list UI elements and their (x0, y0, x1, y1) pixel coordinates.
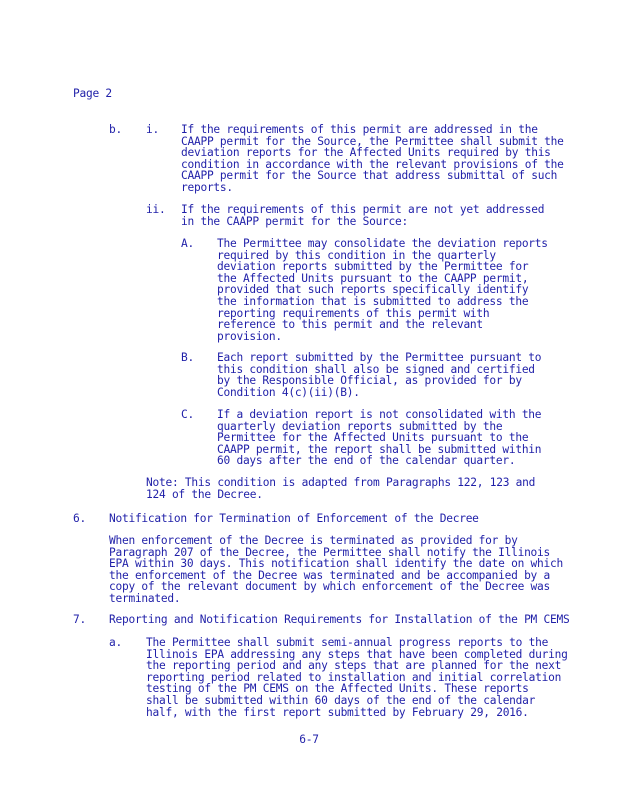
section-7-a-text: The Permittee shall submit semi-annual progress reports to the Illinois EPA addressing any steps that have been completed during the reporting period and any steps that are planned for the next reporting period related to installation and initial correlation testing of the PM CEMS on the Affected Units. These reports shall be submitted within 60 days of the end of the calendar half, with the first report submitted by February 29, 2016. (146, 636, 568, 719)
item-b-ii-a-text: The Permittee may consolidate the deviation reports required by this condition in the quarterly deviation reports submitted by the Permittee for the Affected Units pursuant to the CAAPP permit, provided that such reports specifically identify the information that is submitted to address the reporting requirements of this permit with reference to this permit and the relevant provision. (217, 237, 548, 343)
item-b-ii-b-text: Each report submitted by the Permittee pursuant to this condition shall also be signed and certified by the Responsible Official, as provided for by Condition 4(c)(ii)(B). (217, 351, 542, 399)
item-b-label: b. (109, 123, 122, 136)
item-b-note: Note: This condition is adapted from Paragraphs 122, 123 and 124 of the Decree. (146, 476, 536, 501)
section-7-heading: Reporting and Notification Requirements for Installation of the PM CEMS (109, 613, 570, 626)
section-7-a-label: a. (109, 636, 122, 649)
item-b-ii-a-label: A. (181, 237, 194, 250)
section-6-text: When enforcement of the Decree is terminated as provided for by Paragraph 207 of the Decree, the Permittee shall notify the Illinois EPA within 30 days. This notification shall identify the date on which the enforcement of the Decree was terminated and be accompanied by a copy of the relevant document by which enforcement of the Decree was terminated. (109, 534, 563, 605)
section-6-heading: Notification for Termination of Enforcement of the Decree (109, 512, 479, 525)
section-7-number: 7. (73, 613, 86, 626)
page-header: Page 2 (73, 87, 112, 100)
section-6-number: 6. (73, 512, 86, 525)
item-b-i-text: If the requirements of this permit are addressed in the CAAPP permit for the Source, the Permittee shall submit the deviation reports for the Affected Units required by this condition in accordance with the relevant provisions of the CAAPP permit for the Source that address submittal of such reports. (181, 123, 564, 194)
item-b-i-label: i. (146, 123, 159, 136)
item-b-ii-text: If the requirements of this permit are not yet addressed in the CAAPP permit for the Source: (181, 203, 545, 228)
item-b-ii-c-label: C. (181, 408, 194, 421)
page-footer-number: 6-7 (299, 733, 319, 746)
item-b-ii-b-label: B. (181, 351, 194, 364)
item-b-ii-label: ii. (146, 203, 166, 216)
item-b-ii-c-text: If a deviation report is not consolidated with the quarterly deviation reports submitted by the Permittee for the Affected Units pursuant to the CAAPP permit, the report shall be submitted within 60 days after the end of the calendar quarter. (217, 408, 542, 468)
